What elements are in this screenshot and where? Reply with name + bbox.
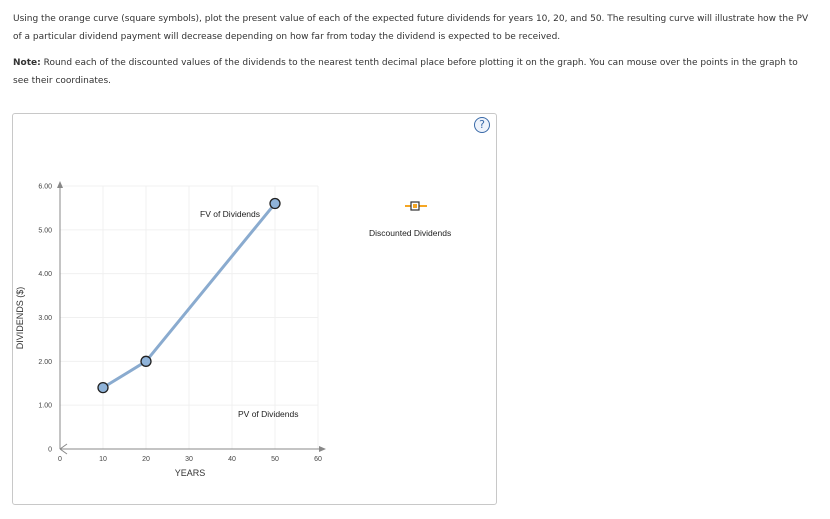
y-tick-label: 2.00 [38, 358, 52, 366]
x-axis-title: YEARS [174, 468, 206, 478]
fv-data-point[interactable] [270, 199, 280, 209]
x-tick-label: 50 [271, 456, 279, 463]
y-axis-title: DIVIDENDS ($) [15, 286, 25, 350]
instruction-paragraph: Using the orange curve (square symbols), plot the present value of each of the expected future dividends for years 10, 20, and 50. The resulting curve will illustrate how the PV of a particular dividend payment will decrease depending on how far from today the dividend is expected to be received. [13, 14, 809, 42]
legend-label: Discounted Dividends [369, 228, 452, 238]
x-axis-left-arrow-top [60, 444, 67, 449]
note-text: Round each of the discounted values of the dividends to the nearest tenth decimal place before plotting it on the graph. You can mouse over the points in the graph to see their coordinates. [13, 58, 798, 86]
x-tick-label: 60 [314, 456, 322, 463]
y-tick-label: 3.00 [38, 315, 52, 322]
x-axis-arrow [319, 446, 326, 452]
help-icon[interactable]: ? [474, 117, 490, 133]
y-axis-arrow [57, 181, 63, 188]
legend [369, 202, 451, 238]
legend-square-icon-fill [413, 204, 417, 208]
fv-curve-label: FV of Dividends [200, 209, 260, 219]
x-tick-label: 30 [185, 456, 193, 463]
x-tick-label: 20 [142, 456, 150, 463]
fv-data-point[interactable] [98, 383, 108, 393]
x-tick-label: 10 [99, 456, 107, 463]
pv-curve-label: PV of Dividends [238, 409, 299, 419]
x-tick-labels [58, 456, 322, 463]
x-tick-label: 40 [228, 456, 236, 463]
y-tick-label: 6.00 [38, 183, 52, 191]
y-tick-label: 5.00 [38, 227, 52, 235]
fv-data-point[interactable] [141, 356, 151, 366]
y-tick-label: 4.00 [38, 271, 52, 279]
x-axis-left-arrow-bottom [60, 449, 67, 454]
note-label: Note: [13, 58, 41, 68]
x-tick-label: 0 [58, 456, 62, 463]
y-tick-label: 1.00 [38, 402, 52, 410]
y-tick-labels [38, 184, 52, 454]
y-tick-label: 0 [48, 446, 52, 454]
